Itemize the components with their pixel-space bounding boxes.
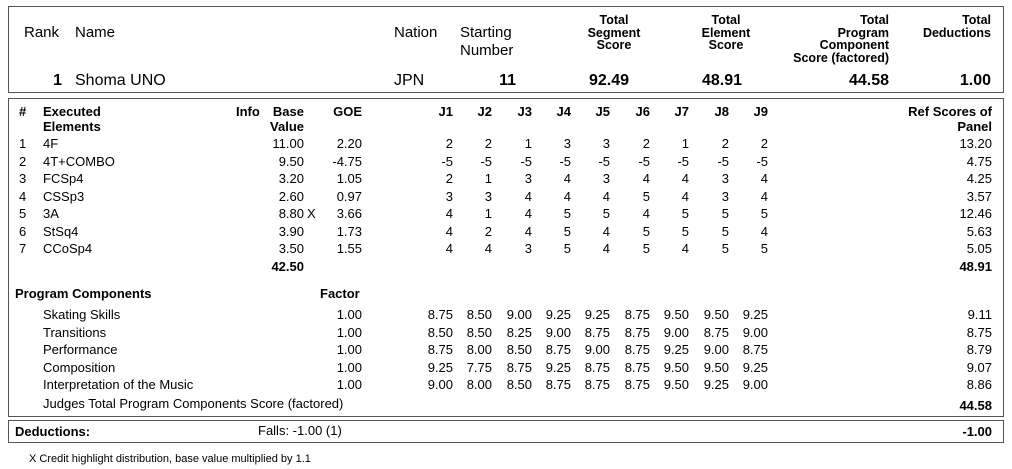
pc-panel-score: 8.75	[966, 324, 992, 340]
element-name: 4T+COMBO	[43, 153, 115, 169]
footnote: X Credit highlight distribution, base value multiplied by 1.1	[29, 453, 311, 465]
pc-judge-score: 8.75	[427, 342, 453, 357]
tes-label	[686, 14, 766, 52]
pc-name: Performance	[43, 342, 118, 357]
element-goe: 1.73	[336, 223, 362, 239]
element-judge-score: 4	[760, 188, 768, 204]
pcs-total-score: 44.58	[959, 398, 992, 413]
col-ref-header-scores-of: Scores of	[932, 104, 992, 119]
pc-judge-score: 8.75	[584, 359, 610, 375]
element-judge-score: 5	[721, 241, 729, 256]
pcs-label-line: Total	[860, 13, 889, 27]
element-judge-score: 5	[681, 206, 689, 221]
pc-judge-score: 9.00	[742, 377, 768, 392]
element-panel-score: 5.63	[966, 223, 992, 239]
col-base-header-2: Value	[270, 119, 304, 134]
element-judge-score: 5	[642, 223, 650, 239]
judge-header: J2	[477, 104, 492, 119]
tss-label-line: Segment	[587, 25, 641, 40]
pc-judge-score: 9.25	[703, 377, 729, 392]
element-judge-score: 5	[681, 223, 689, 239]
pc-judge-score: 9.00	[663, 324, 689, 340]
col-goe-header: GOE	[333, 104, 362, 119]
pcs-label	[780, 14, 889, 64]
element-judge-score: 3	[721, 171, 729, 186]
judge-header: J9	[753, 104, 768, 119]
pc-judge-score: 8.50	[466, 324, 492, 340]
element-judge-score: 3	[602, 171, 610, 186]
pc-name: Composition	[43, 359, 116, 375]
element-base-value: 3.20	[278, 171, 304, 186]
element-judge-score: -5	[756, 153, 768, 169]
starting-number-label-line1: Starting	[460, 24, 512, 41]
pc-judge-score: 9.25	[742, 359, 768, 375]
pc-panel-score: 9.07	[966, 359, 992, 375]
pc-judge-score: 9.25	[663, 342, 689, 357]
pc-judge-score: 9.50	[663, 307, 689, 322]
element-judge-score: 4	[602, 223, 610, 239]
pc-panel-score: 9.11	[967, 307, 992, 322]
element-base-value: 8.80	[278, 206, 304, 221]
element-base-value: 11.00	[272, 136, 304, 151]
skater-pcs: 44.58	[848, 72, 889, 89]
element-judge-score: 4	[445, 223, 453, 239]
col-ref-header-ref: Ref	[908, 104, 930, 119]
pc-panel-score: 8.86	[966, 377, 992, 392]
element-number: 2	[19, 153, 27, 169]
element-judge-score: -5	[677, 153, 689, 169]
pc-judge-score: 8.50	[427, 324, 453, 340]
pc-judge-score: 8.75	[742, 342, 768, 357]
element-panel-score: 4.75	[966, 153, 992, 169]
element-judge-score: 2	[445, 136, 453, 151]
pc-judge-score: 8.00	[466, 377, 492, 392]
elements-total-base: 42.50	[271, 259, 304, 274]
element-name: CSSp3	[43, 188, 85, 204]
pc-judge-score: 9.25	[545, 359, 571, 375]
pc-judge-score: 8.50	[506, 377, 532, 392]
element-judge-score: -5	[480, 153, 492, 169]
pc-judge-score: 8.75	[624, 324, 650, 340]
pc-judge-score: 8.75	[427, 307, 453, 322]
element-number: 3	[19, 171, 27, 186]
element-panel-score: 13.20	[959, 136, 992, 151]
element-judge-score: 2	[445, 171, 453, 186]
judge-header: J6	[635, 104, 650, 119]
element-judge-score: 4	[642, 206, 650, 221]
deductions-box	[8, 420, 1004, 443]
element-judge-score: 1	[524, 136, 532, 151]
col-executed-header-1: Executed	[43, 104, 101, 119]
element-judge-score: 4	[524, 223, 532, 239]
element-judge-score: -5	[441, 153, 453, 169]
pc-judge-score: 9.00	[506, 307, 532, 322]
element-judge-score: 4	[445, 241, 453, 256]
element-judge-score: 4	[563, 171, 571, 186]
pc-judge-score: 9.50	[663, 377, 689, 392]
tes-label-line: Score	[708, 38, 744, 52]
element-judge-score: 2	[642, 136, 650, 151]
element-judge-score: 5	[563, 241, 571, 256]
pc-factor: 1.00	[336, 324, 362, 340]
element-judge-score: -5	[598, 153, 610, 169]
element-judge-score: 5	[563, 206, 571, 221]
element-number: 5	[19, 206, 27, 221]
element-name: CCoSp4	[43, 241, 93, 256]
pc-judge-score: 9.00	[584, 342, 610, 357]
element-panel-score: 3.57	[966, 188, 992, 204]
tss-label-line: Total	[599, 13, 629, 27]
pcs-total-label: Judges Total Program Components Score (factored)	[43, 396, 344, 411]
pc-judge-score: 8.50	[506, 342, 532, 357]
program-components-title: Program Components	[15, 286, 152, 301]
col-ref-header-1	[880, 104, 992, 119]
pc-judge-score: 9.25	[742, 307, 768, 322]
element-judge-score: 2	[721, 136, 729, 151]
tss-label	[568, 14, 660, 52]
pc-panel-score: 8.79	[966, 342, 992, 357]
element-base-value: 3.50	[278, 241, 304, 256]
element-judge-score: 1	[484, 206, 492, 221]
starting-number-label-line2: Number	[460, 42, 514, 59]
pc-factor: 1.00	[336, 377, 362, 392]
pc-judge-score: 8.75	[545, 342, 571, 357]
judge-header: J4	[556, 104, 571, 119]
pc-judge-score: 8.75	[545, 377, 571, 392]
deductions-row-total: -1.00	[962, 424, 992, 439]
element-number: 1	[19, 136, 27, 151]
element-judge-score: 4	[563, 188, 571, 204]
element-judge-score: 4	[760, 223, 768, 239]
col-ref-header-2: Panel	[957, 119, 992, 134]
element-judge-score: 3	[721, 188, 729, 204]
judge-header: J1	[438, 104, 453, 119]
element-goe: 3.66	[336, 206, 362, 221]
element-name: 4F	[43, 136, 59, 151]
tss-label-line: Score	[596, 38, 632, 52]
pc-judge-score: 8.75	[624, 342, 650, 357]
judge-header: J7	[674, 104, 689, 119]
pc-judge-score: 9.25	[545, 307, 571, 322]
element-judge-score: 4	[681, 188, 689, 204]
element-name: 3A	[43, 206, 59, 221]
pcs-label-line: Program	[837, 25, 889, 40]
element-judge-score: 2	[484, 136, 492, 151]
pc-judge-score: 8.75	[506, 359, 532, 375]
element-judge-score: 4	[445, 206, 453, 221]
pc-judge-score: 7.75	[466, 359, 492, 375]
pc-factor: 1.00	[336, 307, 362, 322]
pc-name: Interpretation of the Music	[43, 377, 194, 392]
element-base-value: 9.50	[278, 153, 304, 169]
pc-judge-score: 8.50	[466, 307, 492, 322]
element-name: StSq4	[43, 223, 79, 239]
element-judge-score: -5	[520, 153, 532, 169]
element-judge-score: 5	[760, 241, 768, 256]
pc-name: Skating Skills	[43, 307, 121, 322]
element-judge-score: 3	[524, 171, 532, 186]
element-judge-score: 3	[602, 136, 610, 151]
element-panel-score: 5.05	[966, 241, 992, 256]
col-base-header-1: Base	[272, 104, 304, 119]
pc-judge-score: 8.75	[584, 377, 610, 392]
pc-name: Transitions	[43, 324, 107, 340]
element-judge-score: 5	[642, 188, 650, 204]
pc-judge-score: 8.75	[624, 307, 650, 322]
element-judge-score: 3	[524, 241, 532, 256]
deductions-row-label: Deductions:	[15, 424, 91, 439]
tes-label-line: Total	[711, 13, 741, 27]
element-base-value: 2.60	[278, 188, 304, 204]
pc-factor: 1.00	[336, 342, 362, 357]
elements-total-score: 48.91	[959, 259, 992, 274]
name-label: Name	[75, 24, 116, 41]
skater-starting-number: 11	[499, 72, 516, 89]
deductions-label-line: Deductions	[922, 25, 991, 40]
pc-judge-score: 9.50	[703, 307, 729, 322]
judge-header: J3	[517, 104, 532, 119]
skater-tss: 92.49	[588, 72, 629, 89]
pc-judge-score: 8.75	[703, 324, 729, 340]
pc-judge-score: 8.75	[624, 359, 650, 375]
pc-judge-score: 9.50	[703, 359, 729, 375]
element-goe: 0.97	[336, 188, 362, 204]
element-judge-score: 3	[563, 136, 571, 151]
skater-tes: 48.91	[701, 72, 742, 89]
element-judge-score: -5	[559, 153, 571, 169]
pc-judge-score: 9.00	[742, 324, 768, 340]
element-judge-score: -5	[717, 153, 729, 169]
pc-judge-score: 9.00	[703, 342, 729, 357]
element-judge-score: 5	[602, 206, 610, 221]
element-goe: 1.55	[336, 241, 362, 256]
pc-judge-score: 9.25	[427, 359, 453, 375]
element-goe: -4.75	[332, 153, 362, 169]
pc-judge-score: 8.75	[584, 324, 610, 340]
element-panel-score: 4.25	[966, 171, 992, 186]
element-name: FCSp4	[43, 171, 84, 186]
nation-label: Nation	[394, 24, 438, 41]
rank-label: Rank	[24, 24, 60, 41]
falls-deduction: Falls: -1.00 (1)	[258, 423, 342, 438]
element-judge-score: 5	[721, 223, 729, 239]
element-judge-score: 4	[524, 206, 532, 221]
skater-deductions: 1.00	[959, 72, 991, 89]
pc-judge-score: 9.00	[427, 377, 453, 392]
element-info: X	[307, 206, 316, 221]
pc-judge-score: 8.00	[466, 342, 492, 357]
tes-label-line: Element	[701, 25, 751, 40]
element-number: 7	[19, 241, 27, 256]
element-goe: 1.05	[336, 171, 362, 186]
element-judge-score: 4	[760, 171, 768, 186]
judge-header: J5	[595, 104, 610, 119]
element-number: 4	[19, 188, 27, 204]
element-judge-score: -5	[638, 153, 650, 169]
col-num-header: #	[19, 104, 27, 119]
pcs-label-line: Score (factored)	[793, 50, 889, 65]
pc-judge-score: 8.75	[624, 377, 650, 392]
element-judge-score: 4	[524, 188, 532, 204]
element-panel-score: 12.46	[959, 206, 992, 221]
deductions-label	[900, 14, 991, 39]
skater-rank: 1	[53, 72, 62, 89]
element-goe: 2.20	[336, 136, 362, 151]
pcs-label-line: Component	[819, 38, 889, 52]
element-base-value: 3.90	[278, 223, 304, 239]
element-judge-score: 5	[721, 206, 729, 221]
element-judge-score: 5	[760, 206, 768, 221]
element-judge-score: 2	[760, 136, 768, 151]
pc-judge-score: 8.25	[506, 324, 532, 340]
element-number: 6	[19, 223, 27, 239]
element-judge-score: 5	[642, 241, 650, 256]
pc-judge-score: 9.50	[663, 359, 689, 375]
element-judge-score: 3	[484, 188, 492, 204]
pc-judge-score: 9.00	[545, 324, 571, 340]
element-judge-score: 2	[484, 223, 492, 239]
element-judge-score: 4	[642, 171, 650, 186]
element-judge-score: 4	[602, 188, 610, 204]
element-judge-score: 4	[681, 171, 689, 186]
element-judge-score: 4	[602, 241, 610, 256]
skater-name: Shoma UNO	[75, 72, 166, 89]
judge-header: J8	[714, 104, 729, 119]
element-judge-score: 4	[681, 241, 689, 256]
element-judge-score: 5	[563, 223, 571, 239]
element-judge-score: 1	[484, 171, 492, 186]
element-judge-score: 4	[484, 241, 492, 256]
element-judge-score: 3	[445, 188, 453, 204]
col-executed-header-2: Elements	[43, 119, 101, 134]
element-judge-score: 1	[681, 136, 689, 151]
skater-nation: JPN	[394, 72, 425, 89]
factor-header: Factor	[320, 286, 360, 301]
col-info-header: Info	[236, 104, 260, 119]
deductions-label-line: Total	[962, 13, 991, 27]
pc-factor: 1.00	[336, 359, 362, 375]
pc-judge-score: 9.25	[584, 307, 610, 322]
